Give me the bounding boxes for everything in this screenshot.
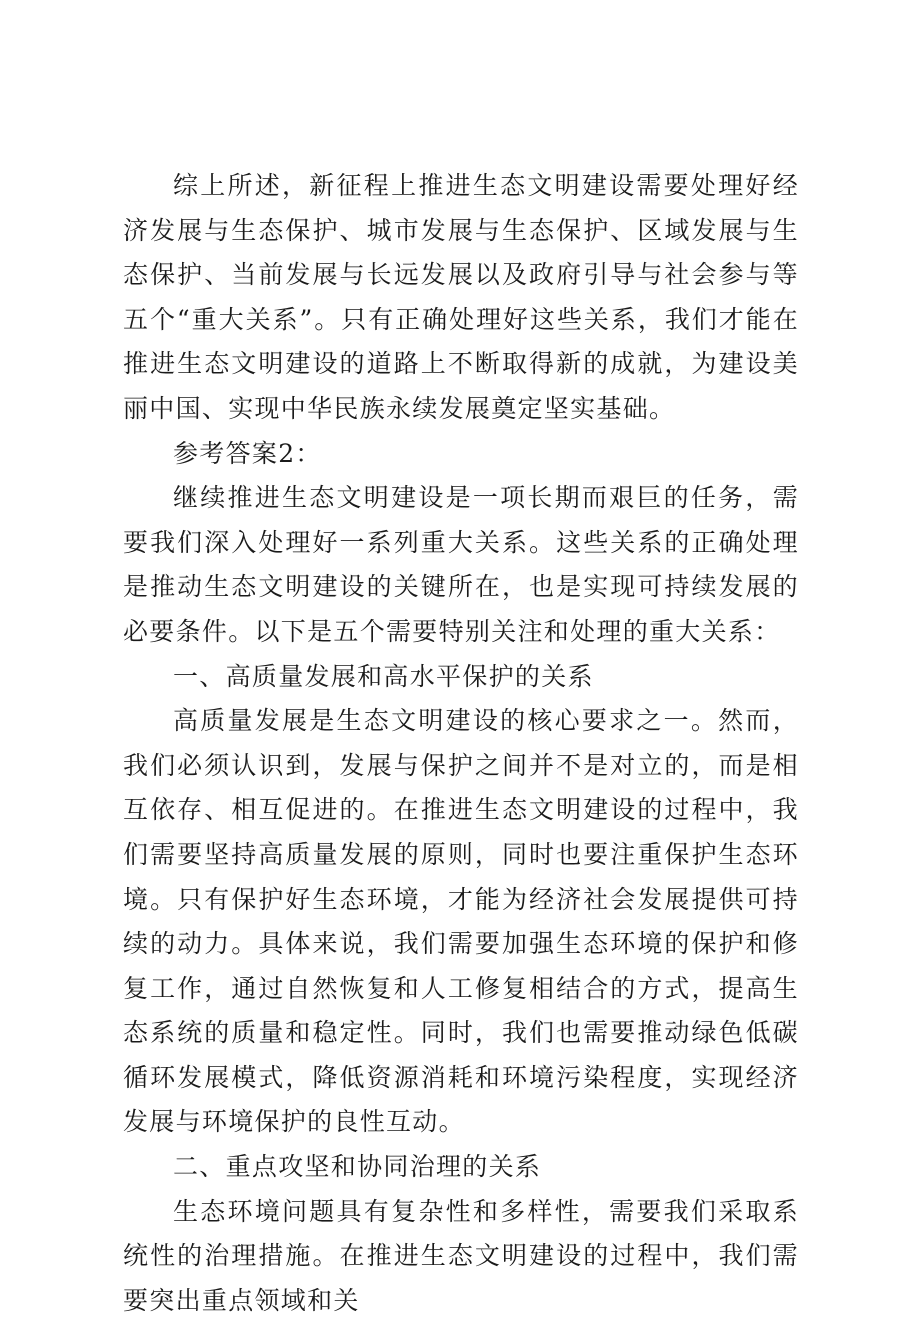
answer-label: 参考答案2： xyxy=(173,438,322,468)
intro-paragraph: 继续推进生态文明建设是一项长期而艰巨的任务，需要我们深入处理好一系列重大关系。这些关系的正确处理是推动生态文明建设的关键所在，也是实现可持续发展的必要条件。以下是五个需要特别关注和处理的重大关系： xyxy=(123,483,799,646)
section-heading-2: 二、重点攻坚和协同治理的关系 xyxy=(173,1152,542,1182)
document-body xyxy=(123,164,799,1323)
section-2-paragraph: 生态环境问题具有复杂性和多样性，需要我们采取系统性的治理措施。在推进生态文明建设的过程中，我们需要突出重点领域和关 xyxy=(123,1196,799,1315)
summary-paragraph: 综上所述，新征程上推进生态文明建设需要处理好经济发展与生态保护、城市发展与生态保护、区域发展与生态保护、当前发展与长远发展以及政府引导与社会参与等五个“重大关系”。只有正确处理好这些关系，我们才能在推进生态文明建设的道路上不断取得新的成就，为建设美丽中国、实现中华民族永续发展奠定坚实基础。 xyxy=(123,171,799,423)
section-heading-1: 一、高质量发展和高水平保护的关系 xyxy=(173,661,594,691)
section-1-paragraph: 高质量发展是生态文明建设的核心要求之一。然而，我们必须认识到，发展与保护之间并不是对立的，而是相互依存、相互促进的。在推进生态文明建设的过程中，我们需要坚持高质量发展的原则，同时也要注重保护生态环境。只有保护好生态环境，才能为经济社会发展提供可持续的动力。具体来说，我们需要加强生态环境的保护和修复工作，通过自然恢复和人工修复相结合的方式，提高生态系统的质量和稳定性。同时，我们也需要推动绿色低碳循环发展模式，降低资源消耗和环境污染程度，实现经济发展与环境保护的良性互动。 xyxy=(123,706,799,1137)
